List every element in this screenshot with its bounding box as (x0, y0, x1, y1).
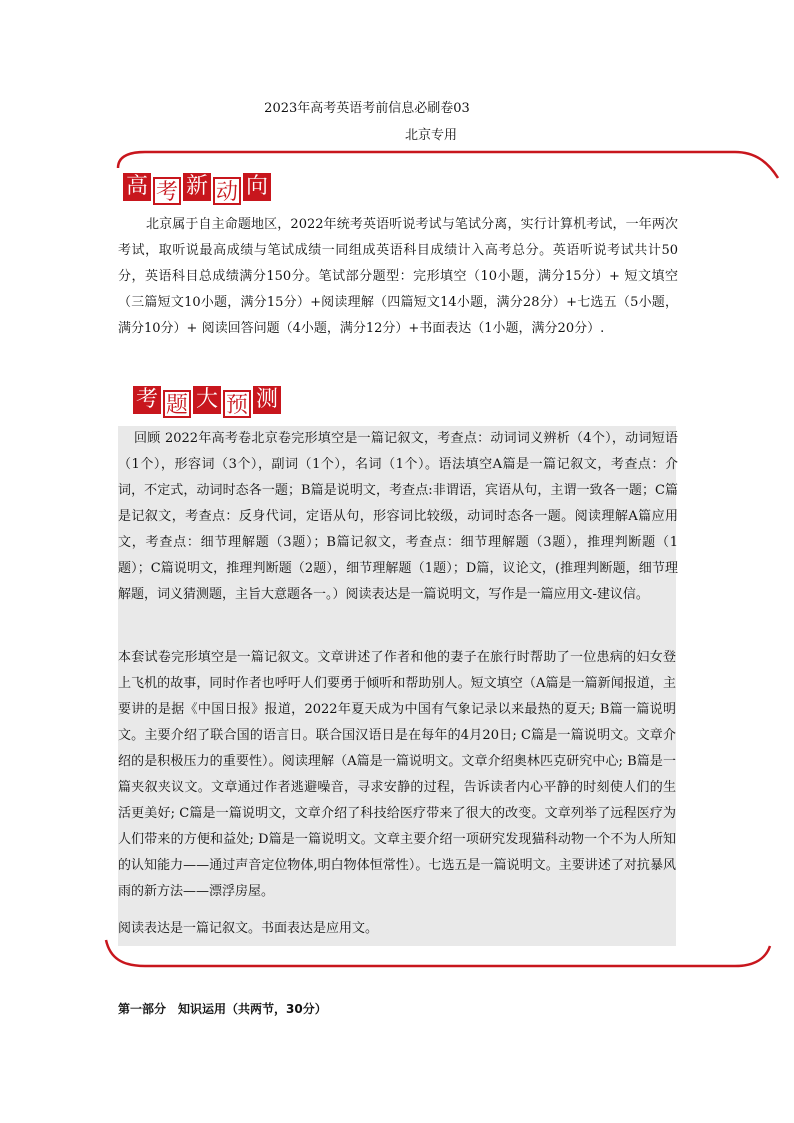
exam-format-paragraph: 北京属于自主命题地区，2022年统考英语听说考试与笔试分离，实行计算机考试，一年两次考试，取听说最高成绩与笔试成绩一同组成英语科目成绩计入高考总分。英语听说考试共计50分，英语科目总成绩满分150分。笔试部分题型：完形填空（10小题，满分15分）+ 短文填空（三篇短文10小题，满分15分）+阅读理解（四篇短文14小题，满分28分）+七选五（5小题，满分10分）+ 阅读回答问题（4小题，满分12分）+书面表达（1小题，满分20分）. (118, 217, 678, 336)
stamp-char: 高 (123, 173, 151, 201)
part-heading: 第一部分 知识运用（共两节，30分） (118, 1002, 327, 1016)
document-subtitle: 北京专用 (404, 128, 457, 143)
stamp-char: 测 (253, 386, 281, 414)
document-title: 2023年高考英语考前信息必刷卷03 (264, 101, 470, 116)
stamp-char: 大 (193, 386, 221, 414)
section-stamp-new-trends (123, 173, 273, 205)
stamp-char: 题 (163, 390, 191, 418)
stamp-char: 向 (243, 173, 271, 201)
stamp-char: 动 (213, 177, 241, 205)
review-paragraph: 回顾 2022年高考卷北京卷完形填空是一篇记叙文，考查点：动词词义辨析（4个），动词短语（1个），形容词（3个），副词（1个），名词（1个）。语法填空A篇是一篇记叙文，考查点：介词，不定式，动词时态各一题；B篇是说明文，考查点:非谓语，宾语从句，主谓一致各一题；C篇是记叙文，考查点：反身代词，定语从句，形容词比较级，动词时态各一题。阅读理解A篇应用文，考查点：细节理解题（3题）；B篇记叙文，考查点：细节理解题（3题），推理判断题（1题）；C篇说明文，推理判断题（2题），细节理解题（1题）；D篇，议论文，(推理判断题，细节理解题，词义猜测题，主旨大意题各一。）阅读表达是一篇说明文，写作是一篇应用文-建议信。 (118, 431, 678, 602)
section-stamp-predictions (133, 386, 283, 418)
stamp-char: 考 (133, 386, 161, 414)
closing-paragraph: 阅读表达是一篇记叙文。书面表达是应用文。 (118, 921, 379, 936)
stamp-char: 新 (183, 173, 211, 201)
stamp-char: 预 (223, 390, 251, 418)
current-paper-paragraph: 本套试卷完形填空是一篇记叙文。文章讲述了作者和他的妻子在旅行时帮助了一位患病的妇女登上飞机的故事，同时作者也呼吁人们要勇于倾听和帮助别人。短文填空（A篇是一篇新闻报道，主要讲的是据《中国日报》报道，2022年夏天成为中国有气象记录以来最热的夏天; B篇一篇说明文。主要介绍了联合国的语言日。联合国汉语日是在每年的4月20日; C篇是一篇说明文。文章介绍的是积极压力的重要性）。阅读理解（A篇是一篇说明文。文章介绍奥林匹克研究中心; B篇是一篇夹叙夹议文。文章通过作者逃避噪音，寻求安静的过程，告诉读者内心平静的时刻使人们的生活更美好; C篇是一篇说明文，文章介绍了科技给医疗带来了很大的改变。文章列举了远程医疗为人们带来的方便和益处; D篇是一篇说明文。文章主要介绍一项研究发现猫科动物一个不为人所知的认知能力——通过声音定位物体,明白物体恒常性）。七选五是一篇说明文。主要讲述了对抗暴风雨的新方法——漂浮房屋。 (118, 650, 676, 899)
stamp-char: 考 (153, 177, 181, 205)
